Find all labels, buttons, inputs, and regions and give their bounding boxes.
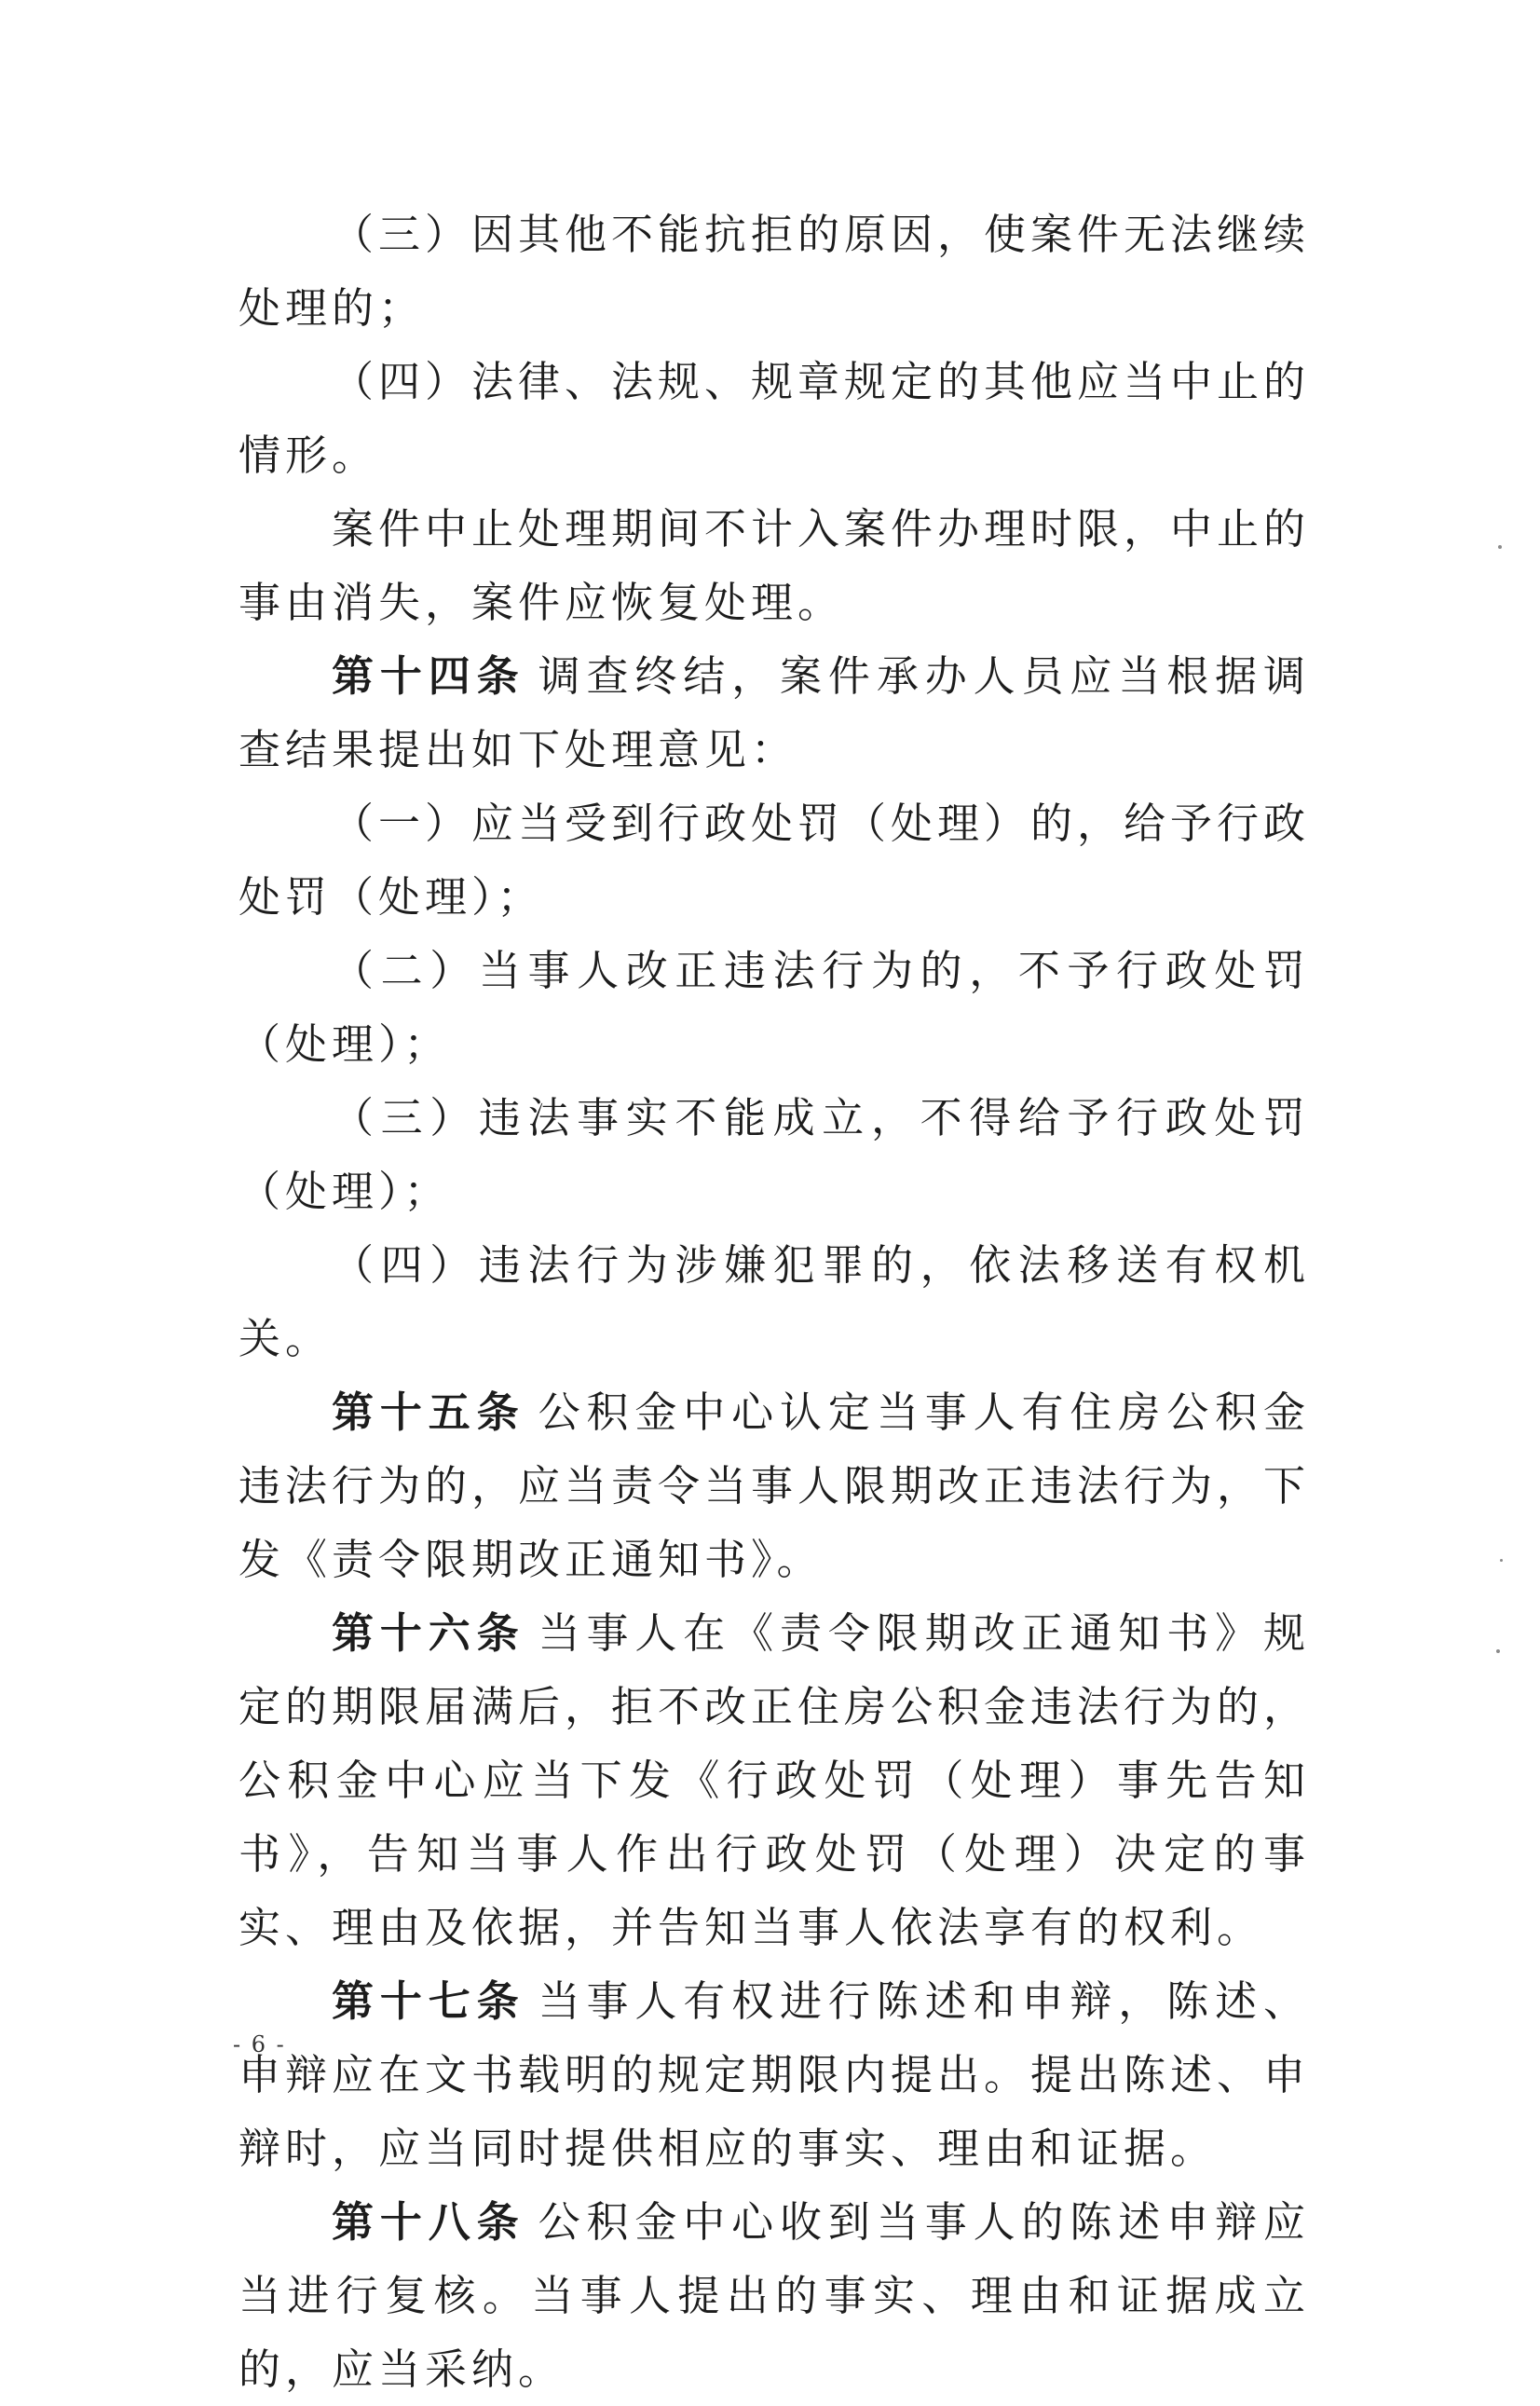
paragraph-text: （三）因其他不能抗拒的原因，使案件无法继续处理的； [238, 210, 1311, 333]
paragraph-text: （四）违法行为涉嫌犯罪的，依法移送有权机关。 [238, 1240, 1310, 1363]
article-17 [238, 1964, 1310, 2185]
page-number: - 6 - [233, 2031, 286, 2057]
article-16 [238, 1596, 1310, 1964]
article-18 [238, 2185, 1310, 2406]
article-heading: 第十七条 [332, 1976, 525, 2026]
paragraph-text: 公积金中心收到当事人的陈述申辩应当进行复核。当事人提出的事实、理由和证据成立的，应当采纳。 [238, 2197, 1310, 2394]
paragraph-text: （三）违法事实不能成立，不得给予行政处罚（处理）； [238, 1093, 1310, 1216]
article-heading: 第十八条 [332, 2197, 525, 2247]
clause-item [238, 345, 1310, 492]
scan-speck [1496, 1649, 1500, 1653]
paragraph-text: 当事人在《责令限期改正通知书》规定的期限届满后，拒不改正住房公积金违法行为的，公积金中心应当下发《行政处罚（处理）事先告知书》，告知当事人作出行政处罚（处理）决定的事实、理由及依据，并告知当事人依法享有的权利。 [238, 1608, 1311, 1952]
scan-speck [1498, 545, 1502, 549]
paragraph-text: 案件中止处理期间不计入案件办理时限，中止的事由消失，案件应恢复处理。 [238, 504, 1311, 627]
clause-item [238, 198, 1310, 345]
paragraph [238, 492, 1310, 639]
article-heading: 第十四条 [332, 651, 525, 701]
article-heading: 第十五条 [332, 1388, 525, 1437]
article-15 [238, 1375, 1310, 1596]
article-14 [238, 639, 1310, 786]
article-heading: 第十六条 [332, 1608, 525, 1658]
scan-speck [1500, 1559, 1503, 1562]
paragraph-text: 当事人有权进行陈述和申辩，陈述、申辩应在文书载明的规定期限内提出。提出陈述、申辩时，应当同时提供相应的事实、理由和证据。 [238, 1976, 1311, 2173]
clause-item [238, 1228, 1310, 1375]
clause-item [238, 934, 1310, 1081]
paragraph-text: （四）法律、法规、规章规定的其他应当中止的情形。 [238, 357, 1311, 480]
document-body [238, 198, 1310, 2406]
paragraph-text: 调查终结，案件承办人员应当根据调查结果提出如下处理意见： [238, 651, 1310, 774]
paragraph-text: 公积金中心认定当事人有住房公积金违法行为的，应当责令当事人限期改正违法行为，下发《责令限期改正通知书》。 [238, 1388, 1311, 1584]
clause-item [238, 786, 1310, 934]
paragraph-text: （二）当事人改正违法行为的，不予行政处罚（处理）； [238, 946, 1310, 1069]
clause-item [238, 1081, 1310, 1228]
paragraph-text: （一）应当受到行政处罚（处理）的，给予行政处罚（处理）； [238, 799, 1311, 922]
